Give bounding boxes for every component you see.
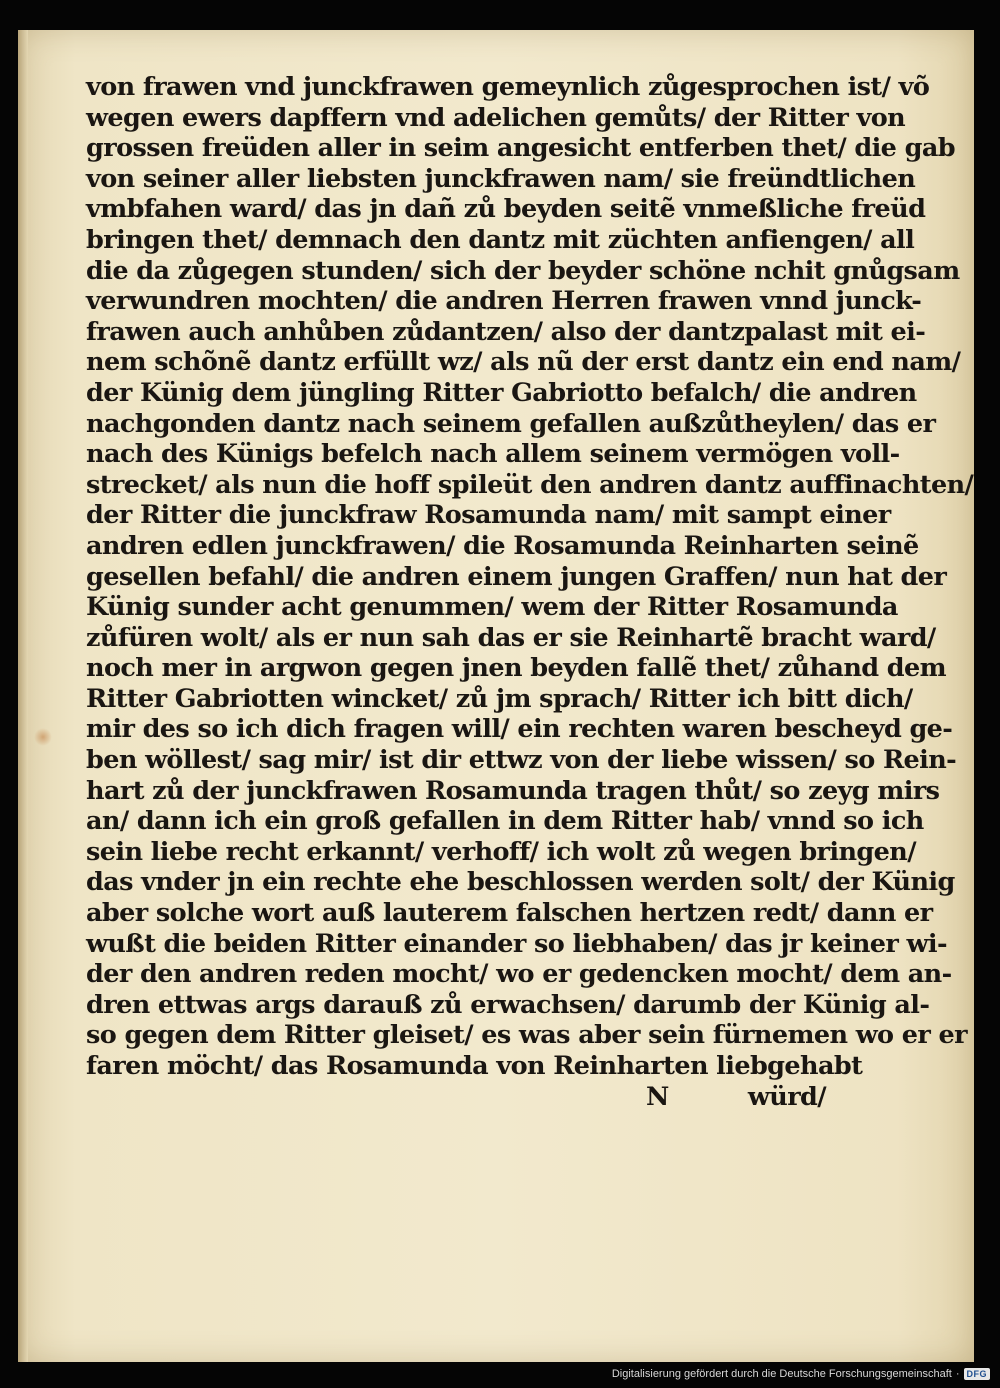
footer-credit-text: Digitalisierung gefördert durch die Deutsche Forschungsgemeinschaft xyxy=(611,1368,952,1380)
text-line: noch mer in argwon gegen jnen beyden fallẽ thet/ zůhand dem xyxy=(86,653,947,684)
signature-mark: N xyxy=(646,1081,669,1112)
text-line: zůfüren wolt/ als er nun sah das er sie Reinhartẽ bracht ward/ xyxy=(86,622,936,653)
text-line: vmbfahen ward/ das jn dañ zů beyden seitẽ vnmeßliche freüd xyxy=(86,194,926,225)
dfg-logo-icon: DFG xyxy=(964,1368,991,1380)
text-line: dren ettwas args darauß zů erwachsen/ darumb der Künig al- xyxy=(86,989,930,1020)
text-line: verwundren mochten/ die andren Herren frawen vnnd junck- xyxy=(86,286,922,317)
text-line: von seiner aller liebsten junckfrawen nam/ sie freündtlichen xyxy=(86,163,916,194)
text-line: andren edlen junckfrawen/ die Rosamunda Reinharten seinẽ xyxy=(86,530,919,561)
text-line: der Künig dem jüngling Ritter Gabriotto befalch/ die andren xyxy=(86,377,917,408)
text-line: der Ritter die junckfraw Rosamunda nam/ mit sampt einer xyxy=(86,500,891,531)
text-line: wegen ewers dapffern vnd adelichen gemůts/ der Ritter von xyxy=(86,102,906,133)
text-line: wußt die beiden Ritter einander so liebhaben/ das jr keiner wi- xyxy=(86,928,947,959)
text-line: gesellen befahl/ die andren einem jungen Graffen/ nun hat der xyxy=(86,561,947,592)
text-line: grossen freüden aller in seim angesicht entferben thet/ die gab xyxy=(86,133,955,164)
page-footer-row xyxy=(86,1082,846,1113)
page-edge-shadow xyxy=(18,30,28,1362)
text-line: aber solche wort auß lauterem falschen hertzen redt/ dann er xyxy=(86,898,933,929)
footer-credit-bar: Digitalisierung gefördert durch die Deutsche Forschungsgemeinschaft · DFG xyxy=(612,1364,990,1384)
text-line: Ritter Gabriotten wincket/ zů jm sprach/ Ritter ich bitt dich/ xyxy=(86,683,913,714)
text-line: nem schõnẽ dantz erfüllt wz/ als nũ der erst dantz ein end nam/ xyxy=(86,347,961,378)
paper-stain xyxy=(34,728,52,746)
text-line: mir des so ich dich fragen will/ ein rechten waren bescheyd ge- xyxy=(86,714,953,745)
text-line: der den andren reden mocht/ wo er gedencken mocht/ dem an- xyxy=(86,959,952,990)
text-line: so gegen dem Ritter gleiset/ es was aber sein fürnemen wo er er xyxy=(86,1020,967,1051)
text-line: von frawen vnd junckfrawen gemeynlich zůgesprochen ist/ võ xyxy=(86,72,930,102)
text-line: nach des Künigs befelch nach allem seinem vermögen voll- xyxy=(86,439,900,470)
text-line: sein liebe recht erkannt/ verhoff/ ich wolt zů wegen bringen/ xyxy=(86,836,916,867)
text-line: die da zůgegen stunden/ sich der beyder schöne nchit gnůgsam xyxy=(86,255,960,286)
text-line: hart zů der junckfrawen Rosamunda tragen thůt/ so zeyg mirs xyxy=(86,775,940,806)
text-line: an/ dann ich ein groß gefallen in dem Ritter hab/ vnnd so ich xyxy=(86,806,924,837)
text-line: nachgonden dantz nach seinem gefallen außzůtheylen/ das er xyxy=(86,408,936,439)
text-line: strecket/ als nun die hoff spileüt den andren dantz auffinachten/ xyxy=(86,469,974,500)
text-line: faren möcht/ das Rosamunda von Reinharten liebgehabt xyxy=(86,1051,863,1081)
text-line: Künig sunder acht genummen/ wem der Ritter Rosamunda xyxy=(86,592,898,623)
text-line: das vnder jn ein rechte ehe beschlossen werden solt/ der Künig xyxy=(86,867,955,898)
text-line: ben wöllest/ sag mir/ ist dir ettwz von der liebe wissen/ so Rein- xyxy=(86,745,957,776)
catchword: würd/ xyxy=(747,1081,826,1112)
text-line: frawen auch anhůben zůdantzen/ also der dantzpalast mit ei- xyxy=(86,316,926,347)
text-line: bringen thet/ demnach den dantz mit züchten anfiengen/ all xyxy=(86,224,915,255)
page-text-block xyxy=(86,72,974,1112)
